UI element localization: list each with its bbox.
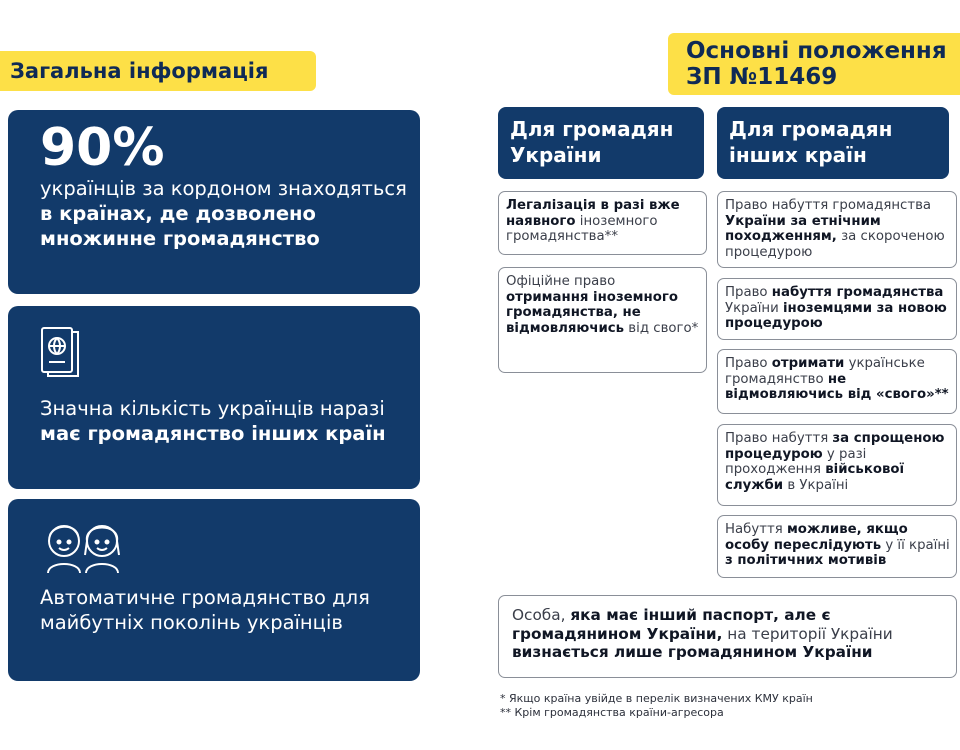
provision-text: у її країні xyxy=(881,537,950,553)
provision-bold: військової служби xyxy=(725,462,905,493)
passport-text-regular: Значна кількість українців наразі xyxy=(40,397,385,420)
column-header-ukraine xyxy=(498,107,704,179)
ukraine-provision-legalization xyxy=(498,191,707,255)
provision-bold: можливе, якщо особу переслідують xyxy=(725,522,908,553)
provision-text: в Україні xyxy=(783,477,849,493)
provision-text: на території України xyxy=(722,624,893,643)
foreign-provision-military-service xyxy=(717,424,957,506)
provision-bold: іноземцями за новою процедурою xyxy=(725,300,947,331)
provision-bold: Легалізація в разі вже наявного xyxy=(506,198,680,229)
main-provisions-line-2: ЗП №11469 xyxy=(686,64,838,90)
provision-text: Набуття xyxy=(725,522,787,537)
stat-number: 90% xyxy=(40,118,165,178)
provision-text: іноземного громадянства** xyxy=(506,213,658,244)
provision-bold: отримати xyxy=(771,356,845,371)
passport-card xyxy=(8,306,420,489)
provision-bold: визнається лише громадянином України xyxy=(512,643,873,661)
children-card xyxy=(8,499,420,681)
column-header-foreign xyxy=(717,107,949,179)
stat-card xyxy=(8,110,420,294)
provision-text: українське громадянство xyxy=(725,356,925,387)
foreign-provision-keep-own xyxy=(717,349,957,414)
provision-bold: отримання іноземного громадянства, не відмовляючись xyxy=(506,289,678,336)
foreign-provision-new-procedure xyxy=(717,278,957,340)
main-provisions-tag xyxy=(668,33,960,95)
passport-text-bold: має громадянство інших країн xyxy=(40,422,386,445)
stat-text-bold: в країнах, де дозволено множинне громадянство xyxy=(40,202,320,250)
provision-text: Право набуття xyxy=(725,431,833,446)
provision-other-passport xyxy=(498,595,957,678)
provision-text: у разі проходження xyxy=(725,446,867,477)
children-icon xyxy=(38,515,132,582)
provision-text: України xyxy=(725,300,783,316)
provision-text: від свого* xyxy=(624,320,699,336)
children-text: Автоматичне громадянство для майбутніх поколінь українців xyxy=(40,586,370,634)
column-header-ukraine-line-2: України xyxy=(510,143,602,167)
provision-text: за скороченою процедурою xyxy=(725,229,945,260)
provision-text: Право набуття громадянства xyxy=(725,198,932,213)
passport-text xyxy=(40,396,410,446)
stat-text xyxy=(40,176,420,251)
footnote-2: ** Крім громадянства країни-агресора xyxy=(500,706,724,719)
column-header-foreign-line-1: Для громадян xyxy=(729,117,893,141)
passport-icon xyxy=(38,324,106,385)
footnote-1: * Якщо країна увійде в перелік визначених КМУ країн xyxy=(500,692,813,705)
provision-bold: яка має інший паспорт, але є громадянином України, xyxy=(512,606,831,643)
stat-text-regular: українців за кордоном знаходяться xyxy=(40,177,407,200)
provision-bold: не відмовляючись від «свого»** xyxy=(725,371,949,402)
column-header-ukraine-line-1: Для громадян xyxy=(510,117,674,141)
ukraine-provision-foreign-citizenship xyxy=(498,267,707,373)
provision-bold: з політичних мотивів xyxy=(725,553,887,568)
provision-text: Право xyxy=(725,285,772,300)
column-header-foreign-line-2: інших країн xyxy=(729,143,867,167)
foreign-provision-ethnic-origin xyxy=(717,191,957,268)
main-provisions-line-1: Основні положення xyxy=(686,38,947,64)
provision-text: Офіційне право xyxy=(506,274,616,289)
provision-bold: набуття громадянства xyxy=(771,285,944,300)
provision-bold: України за етнічним походженням, xyxy=(725,213,881,244)
provision-text: Право xyxy=(725,356,772,371)
foreign-provision-political-persecution xyxy=(717,515,957,578)
provision-text: Особа, xyxy=(512,606,571,624)
provision-bold: за спрощеною процедурою xyxy=(725,431,945,462)
general-info-tag: Загальна інформація xyxy=(0,51,316,91)
